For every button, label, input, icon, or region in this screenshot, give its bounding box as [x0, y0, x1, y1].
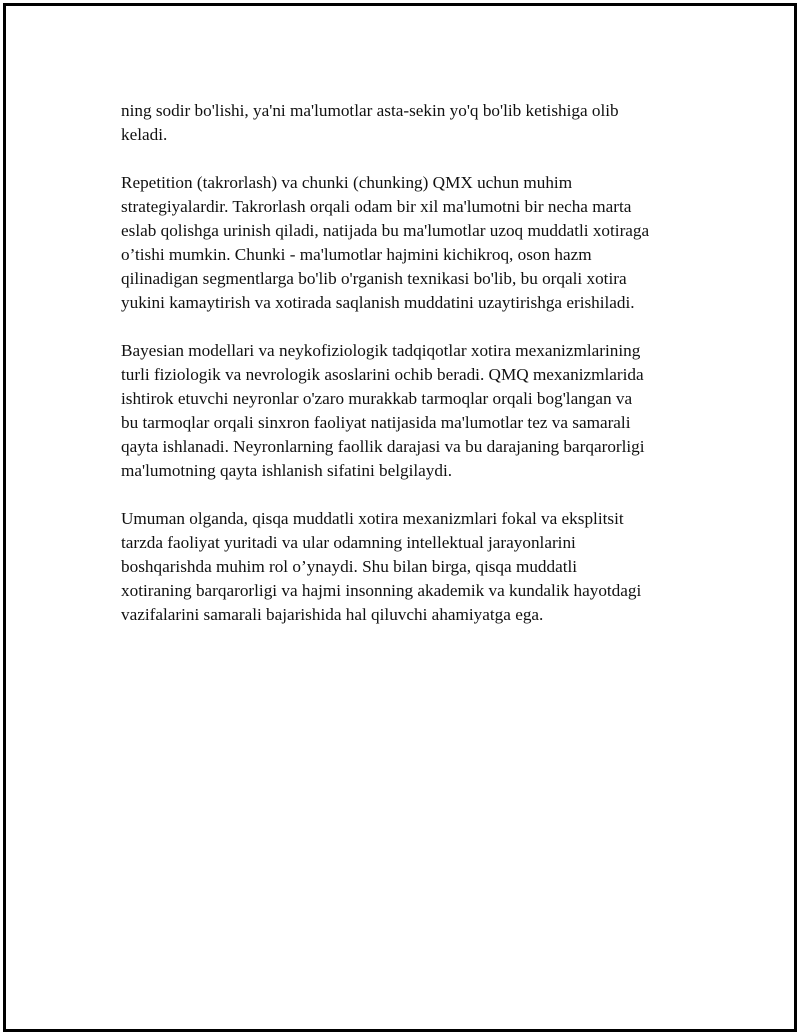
document-body — [121, 99, 696, 651]
text-line: qayta ishlanadi. Neyronlarning faollik darajasi va bu darajaning barqarorligi — [121, 437, 645, 456]
paragraph-2 — [121, 171, 696, 315]
text-line: ma'lumotning qayta ishlanish sifatini belgilaydi. — [121, 461, 453, 480]
paragraph-4 — [121, 507, 696, 627]
text-line: xotiraning barqarorligi va hajmi insonning akademik va kundalik hayotdagi — [121, 581, 642, 600]
text-line: o’tishi mumkin. Chunki - ma'lumotlar hajmini kichikroq, oson hazm — [121, 245, 592, 264]
text-line: ning sodir bo'lishi, ya'ni ma'lumotlar asta-sekin yo'q bo'lib ketishiga olib — [121, 101, 619, 120]
text-line: boshqarishda muhim rol o’ynaydi. Shu bilan birga, qisqa muddatli — [121, 557, 578, 576]
paragraph-1 — [121, 99, 696, 147]
text-line: bu tarmoqlar orqali sinxron faoliyat natijasida ma'lumotlar tez va samarali — [121, 413, 631, 432]
text-line: ishtirok etuvchi neyronlar o'zaro murakkab tarmoqlar orqali bog'langan va — [121, 389, 633, 408]
paragraph-3 — [121, 339, 696, 483]
text-line: Umuman olganda, qisqa muddatli xotira mexanizmlari fokal va eksplitsit — [121, 509, 624, 528]
text-line: turli fiziologik va nevrologik asoslarini ochib beradi. QMQ mexanizmlarida — [121, 365, 644, 384]
text-line: qilinadigan segmentlarga bo'lib o'rganish texnikasi bo'lib, bu orqali xotira — [121, 269, 627, 288]
text-line: yukini kamaytirish va xotirada saqlanish muddatini uzaytirishga erishiladi. — [121, 293, 635, 312]
text-line: keladi. — [121, 125, 168, 144]
text-line: Bayesian modellari va neykofiziologik tadqiqotlar xotira mexanizmlarining — [121, 341, 641, 360]
page-frame — [3, 3, 797, 1032]
text-line: vazifalarini samarali bajarishida hal qiluvchi ahamiyatga ega. — [121, 605, 544, 624]
text-line: eslab qolishga urinish qiladi, natijada bu ma'lumotlar uzoq muddatli xotiraga — [121, 221, 650, 240]
text-line: Repetition (takrorlash) va chunki (chunking) QMX uchun muhim — [121, 173, 573, 192]
text-line: tarzda faoliyat yuritadi va ular odamning intellektual jarayonlarini — [121, 533, 576, 552]
text-line: strategiyalardir. Takrorlash orqali odam bir xil ma'lumotni bir necha marta — [121, 197, 632, 216]
